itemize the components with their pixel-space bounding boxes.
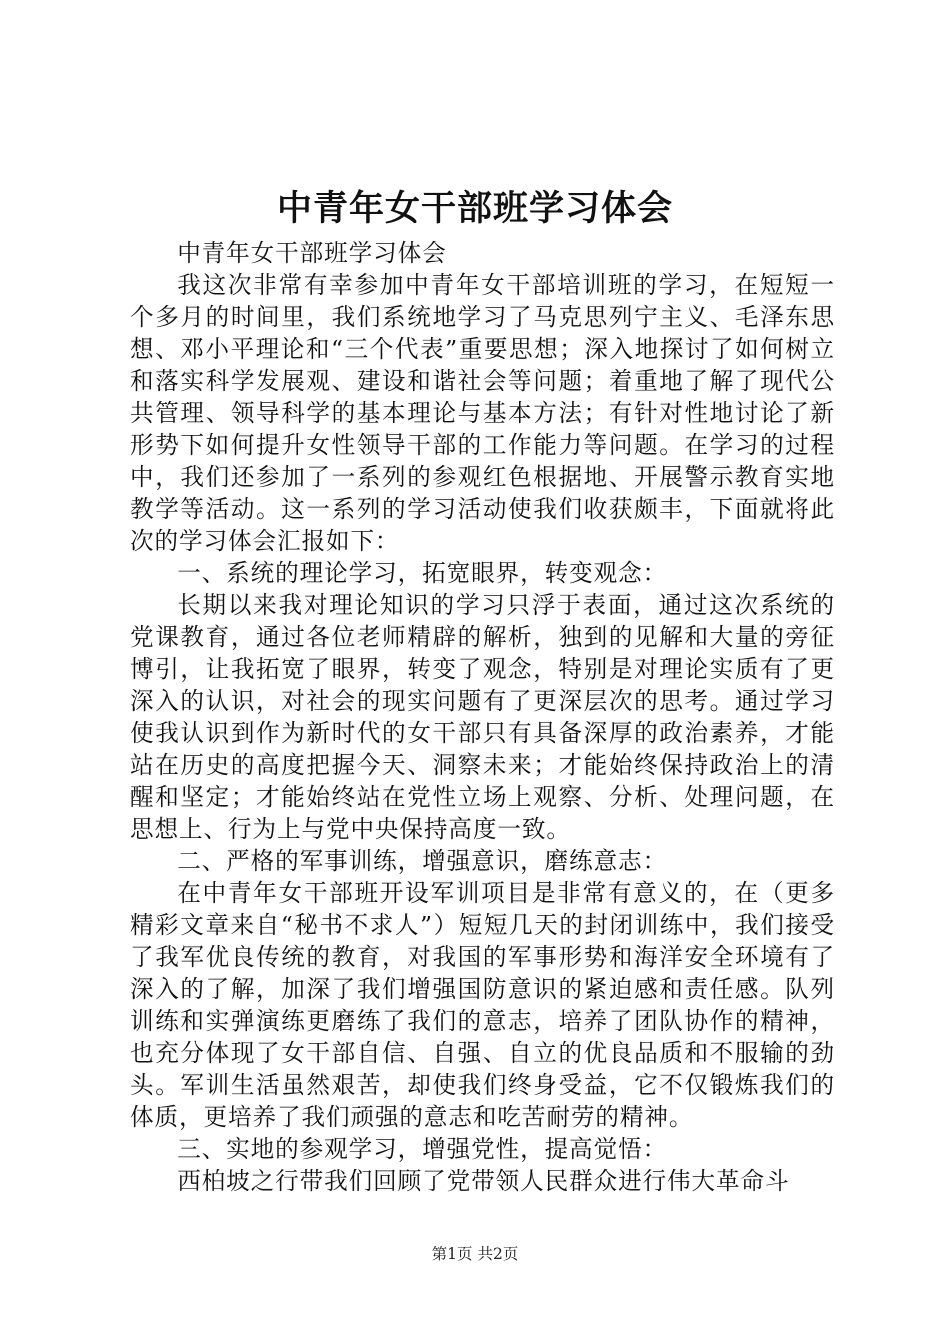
page-number-footer: 第1页 共2页 bbox=[431, 1245, 519, 1263]
paragraph-section-2: 在中青年女干部班开设军训项目是非常有意义的，在（更多精彩文章来自“秘书不求人”）短短几天的封闭训练中，我们接受了我军优良传统的教育，对我国的军事形势和海洋安全环境有了深入的了解，加深了我们增强国防意识的紧迫感和责任感。队列训练和实弹演练更磨练了我们的意志，培养了团队协作的精神，也充分体现了女干部自信、自强、自立的优良品质和不服输的劲头。军训生活虽然艰苦，却使我们终身受益，它不仅锻炼我们的体质，更培养了我们顽强的意志和吃苦耐劳的精神。 bbox=[130, 879, 835, 1131]
document-body bbox=[130, 237, 835, 1197]
section-heading-1: 一、系统的理论学习，拓宽眼界，转变观念： bbox=[177, 559, 668, 587]
paragraph-section-1: 长期以来我对理论知识的学习只浮于表面，通过这次系统的党课教育，通过各位老师精辟的解析，独到的见解和大量的旁征博引，让我拓宽了眼界，转变了观念，特别是对理论实质有了更深入的认识，对社会的现实问题有了更深层次的思考。通过学习使我认识到作为新时代的女干部只有具备深厚的政治素养，才能站在历史的高度把握今天、洞察未来；才能始终保持政治上的清醒和坚定；才能始终站在党性立场上观察、分析、处理问题，在思想上、行为上与党中央保持高度一致。 bbox=[130, 591, 835, 843]
paragraph-intro: 我这次非常有幸参加中青年女干部培训班的学习，在短短一个多月的时间里，我们系统地学习了马克思列宁主义、毛泽东思想、邓小平理论和“三个代表”重要思想；深入地探讨了如何树立和落实科学发展观、建设和谐社会等问题；着重地了解了现代公共管理、领导科学的基本理论与基本方法；有针对性地讨论了新形势下如何提升女性领导干部的工作能力等问题。在学习的过程中，我们还参加了一系列的参观红色根据地、开展警示教育实地教学等活动。这一系列的学习活动使我们收获颇丰，下面就将此次的学习体会汇报如下： bbox=[130, 271, 835, 555]
section-heading-2: 二、严格的军事训练，增强意识，磨练意志： bbox=[177, 847, 668, 875]
document-title: 中青年女干部班学习体会 bbox=[276, 188, 673, 229]
paragraph-section-3: 西柏坡之行带我们回顾了党带领人民群众进行伟大革命斗 bbox=[177, 1167, 790, 1195]
section-heading-3: 三、实地的参观学习，增强党性，提高觉悟： bbox=[177, 1135, 668, 1163]
paragraph-subtitle: 中青年女干部班学习体会 bbox=[177, 239, 447, 267]
